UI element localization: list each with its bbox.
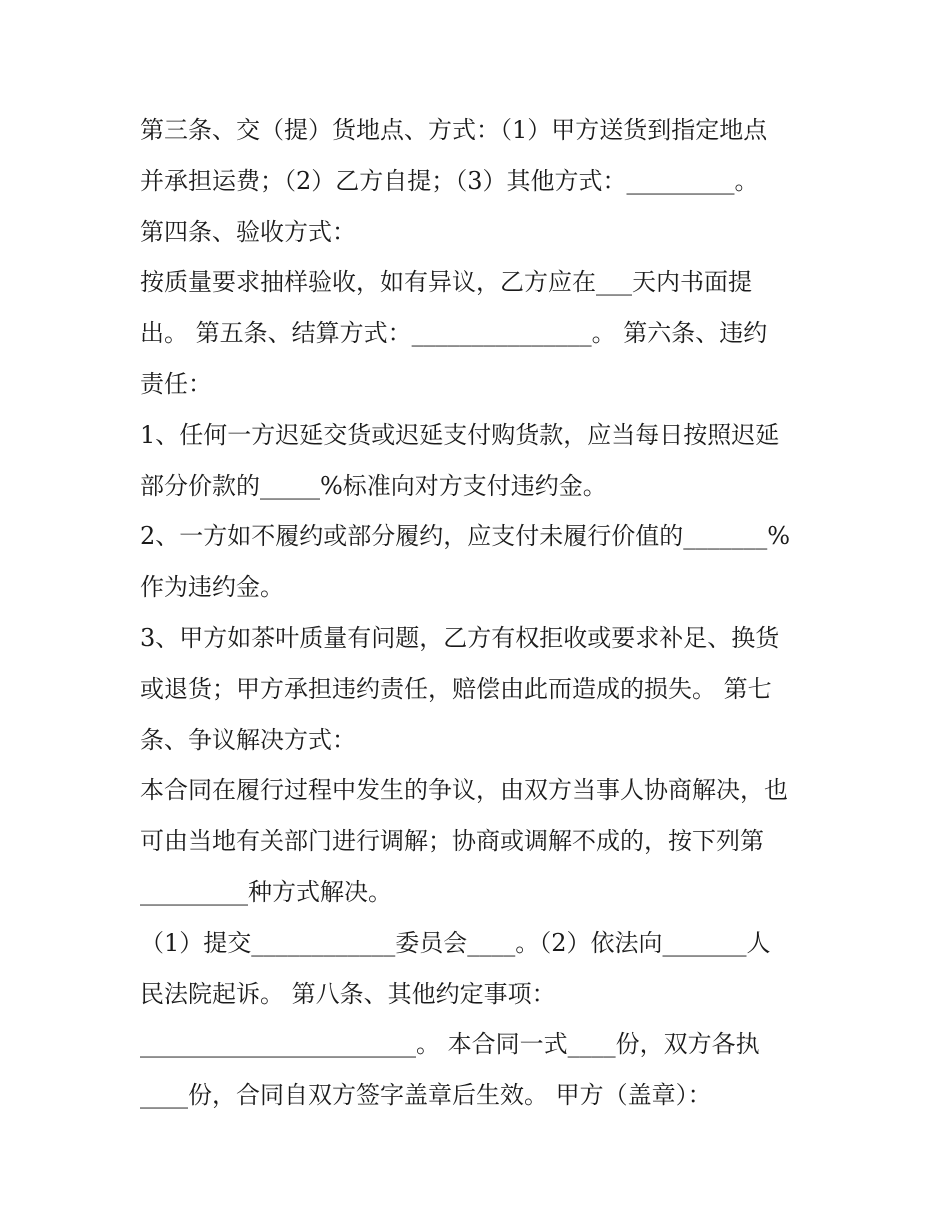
text-line-15: 可由当地有关部门进行调解；协商或调解不成的，按下列第 — [140, 827, 764, 855]
text-line-13: 条、争议解决方式： — [140, 726, 356, 754]
text-line-12: 或退货；甲方承担违约责任，赔偿由此而造成的损失。 第七 — [140, 675, 772, 703]
text-line-9: 2、一方如不履约或部分履约，应支付未履行价值的_______% — [140, 522, 791, 550]
text-line-16: _________种方式解决。 — [140, 878, 392, 906]
text-line-20: ____份，合同自双方签字盖章后生效。 甲方（盖章）： — [140, 1081, 712, 1109]
text-line-1: 第三条、交（提）货地点、方式：（1）甲方送货到指定地点 — [140, 116, 768, 144]
text-line-3: 第四条、验收方式： — [140, 218, 356, 246]
text-line-7: 1、任何一方迟延交货或迟延支付购货款，应当每日按照迟延 — [140, 421, 780, 449]
text-line-11: 3、甲方如茶叶质量有问题，乙方有权拒收或要求补足、换货 — [140, 624, 780, 652]
text-line-2: 并承担运费；（2）乙方自提；（3）其他方式：_________。 — [140, 167, 759, 195]
text-line-4: 按质量要求抽样验收，如有异议，乙方应在___天内书面提 — [140, 268, 752, 296]
text-line-8: 部分价款的_____%标准向对方支付违约金。 — [140, 472, 607, 500]
text-line-19: _______________________。 本合同一式____份，双方各执 — [140, 1030, 760, 1058]
text-line-14: 本合同在履行过程中发生的争议，由双方当事人协商解决，也 — [140, 776, 788, 804]
text-line-17: （1）提交____________委员会____。（2）依法向_______人 — [140, 929, 771, 957]
text-line-18: 民法院起诉。 第八条、其他约定事项： — [140, 980, 556, 1008]
text-line-10: 作为违约金。 — [140, 573, 284, 601]
text-line-6: 责任： — [140, 370, 212, 398]
text-line-5: 出。 第五条、结算方式：_______________。 第六条、违约 — [140, 319, 768, 347]
